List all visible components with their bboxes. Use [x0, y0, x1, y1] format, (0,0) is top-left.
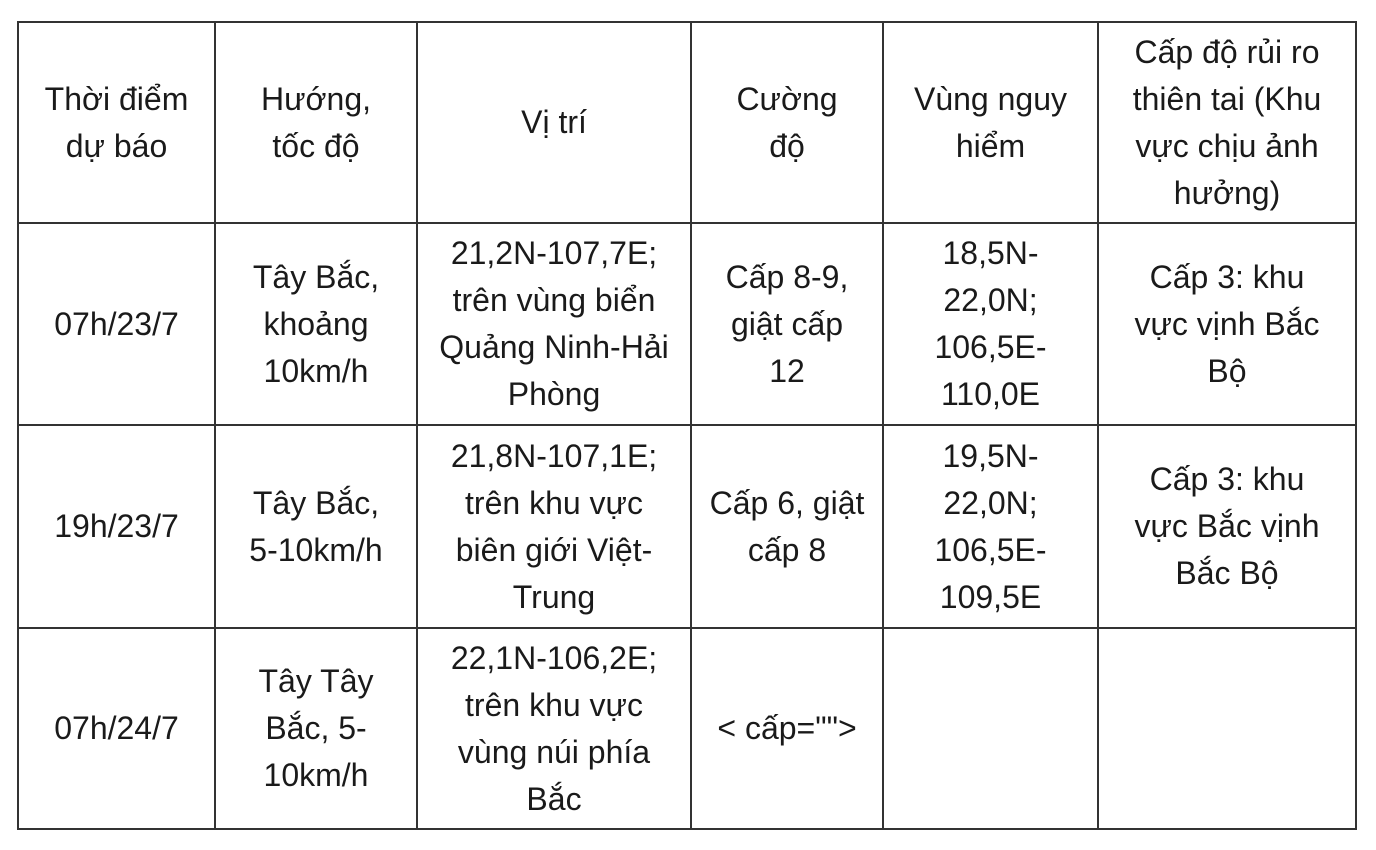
cell-risk-level — [1098, 425, 1356, 628]
cell-position — [417, 223, 691, 425]
cell-direction — [215, 628, 417, 829]
cell-danger-zone-text: 18,5N-22,0N; 106,5E-110,0E — [934, 235, 1047, 412]
cell-intensity — [691, 628, 883, 829]
cell-direction — [215, 223, 417, 425]
cell-time-text: 07h/23/7 — [54, 305, 179, 342]
header-danger-zone-label: Vùng nguy hiểm — [913, 80, 1067, 164]
header-direction — [215, 22, 417, 223]
cell-time-text: 19h/23/7 — [54, 508, 179, 544]
cell-position — [417, 425, 691, 628]
cell-position-text: 22,1N-106,2E; trên khu vực vùng núi phía Bắc — [450, 639, 658, 817]
header-position-label: Vị trí — [521, 104, 587, 140]
header-risk-level-label: Cấp độ rủi ro thiên tai (Khu vực chịu ảnh hưởng) — [1132, 33, 1322, 211]
header-time — [18, 22, 215, 223]
cell-danger-zone — [883, 425, 1098, 628]
table-row — [18, 628, 1356, 829]
header-intensity — [691, 22, 883, 223]
cell-risk-level-text: Cấp 3: khu vực Bắc vịnh Bắc Bộ — [1134, 461, 1320, 591]
cell-time — [18, 223, 215, 425]
cell-danger-zone — [883, 628, 1098, 829]
cell-direction-text: Tây Tây Bắc, 5-10km/h — [258, 663, 374, 793]
header-intensity-label: Cường độ — [736, 80, 838, 164]
cell-position-text: 21,8N-107,1E; trên khu vực biên giới Việt-Trung — [450, 437, 658, 615]
cell-risk-level — [1098, 223, 1356, 425]
table-row — [18, 425, 1356, 628]
cell-time — [18, 628, 215, 829]
cell-time — [18, 425, 215, 628]
cell-danger-zone — [883, 223, 1098, 425]
cell-direction-text: Tây Bắc, khoảng 10km/h — [252, 258, 380, 389]
table-row — [18, 223, 1356, 425]
cell-intensity-text: < cấp=""> — [717, 710, 857, 746]
header-risk-level — [1098, 22, 1356, 223]
cell-position — [417, 628, 691, 829]
cell-position-text: 21,2N-107,7E; trên vùng biển Quảng Ninh-Hải Phòng — [439, 235, 669, 412]
forecast-table — [17, 21, 1357, 830]
header-position — [417, 22, 691, 223]
cell-time-text: 07h/24/7 — [54, 710, 179, 746]
table-header-row — [18, 22, 1356, 223]
cell-intensity-text: Cấp 8-9, giật cấp 12 — [725, 258, 849, 389]
cell-direction-text: Tây Bắc, 5-10km/h — [249, 484, 383, 568]
cell-risk-level — [1098, 628, 1356, 829]
cell-intensity — [691, 425, 883, 628]
cell-danger-zone-text: 19,5N-22,0N; 106,5E-109,5E — [934, 437, 1047, 615]
cell-intensity-text: Cấp 6, giật cấp 8 — [709, 484, 865, 568]
header-danger-zone — [883, 22, 1098, 223]
cell-intensity — [691, 223, 883, 425]
cell-risk-level-text: Cấp 3: khu vực vịnh Bắc Bộ — [1134, 258, 1320, 389]
header-time-label: Thời điểm dự báo — [44, 80, 189, 164]
header-direction-label: Hướng, tốc độ — [261, 80, 371, 164]
cell-direction — [215, 425, 417, 628]
